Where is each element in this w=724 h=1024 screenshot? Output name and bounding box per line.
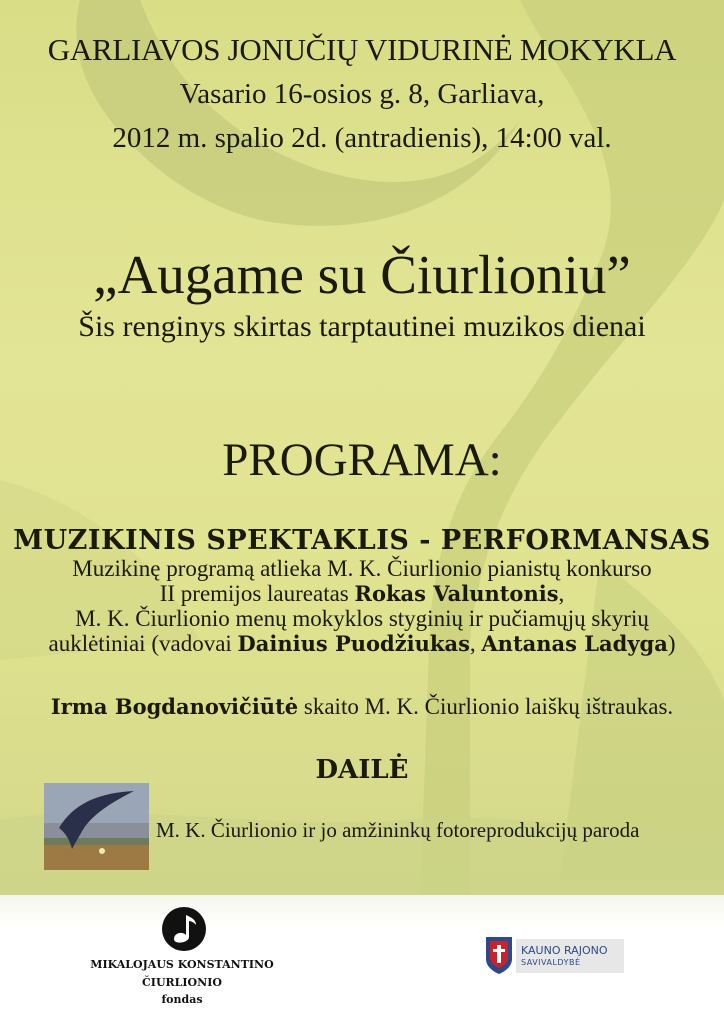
event-datetime: 2012 m. spalio 2d. (antradienis), 14:00 val. <box>112 122 612 154</box>
line2-prefix: II premijos laureatas <box>159 581 355 606</box>
municipality-name: KAUNO RAJONO <box>521 944 608 957</box>
foundation-logo-icon <box>160 905 208 953</box>
event-subtitle: Šis renginys skirtas tarptautinei muzikos dienai <box>78 310 646 343</box>
foundation-name-line-3: fondas <box>161 993 203 1006</box>
reading-line <box>0 694 724 720</box>
program-line-4 <box>0 631 724 657</box>
performance-heading: MUZIKINIS SPEKTAKLIS - PERFORMANSAS <box>13 525 711 556</box>
exhibition-text: M. K. Čiurlionio ir jo amžininkų fotoreprodukcijų paroda <box>156 818 640 842</box>
municipality-coat-of-arms-icon <box>484 935 514 975</box>
leader-name-2: Antanas Ladyga <box>481 631 668 656</box>
school-address: Vasario 16-osios g. 8, Garliava, <box>179 78 545 110</box>
program-line-2 <box>0 581 724 607</box>
foundation-name-line-2: ČIURLIONIO <box>142 976 222 989</box>
line4-separator: , <box>469 631 482 656</box>
performer-name: Rokas Valuntonis <box>354 581 559 606</box>
art-heading: DAILĖ <box>315 755 409 785</box>
program-line-3: M. K. Čiurlionio menų mokyklos styginių ir pučiamųjų skyrių <box>75 606 649 631</box>
reader-name: Irma Bogdanovičiūtė <box>50 694 299 719</box>
event-title: „Augame su Čiurlioniu” <box>93 244 631 305</box>
school-name: GARLIAVOS JONUČIŲ VIDURINĖ MOKYKLA <box>47 32 677 67</box>
municipality-type: SAVIVALDYBĖ <box>521 958 581 967</box>
foundation-name-line-1: MIKALOJAUS KONSTANTINO <box>90 958 274 971</box>
painting-thumbnail <box>44 783 149 870</box>
reading-text: skaito M. K. Čiurlionio laiškų ištraukas. <box>298 694 674 719</box>
line4-suffix: ) <box>667 631 676 656</box>
program-line-1: Muzikinę programą atlieka M. K. Čiurlionio pianistų konkurso <box>72 556 652 581</box>
line4-prefix: auklėtiniai (vadovai <box>48 631 238 656</box>
leader-name-1: Dainius Puodžiukas <box>237 631 470 656</box>
program-heading: PROGRAMA: <box>222 434 502 486</box>
line2-suffix: , <box>558 581 565 606</box>
